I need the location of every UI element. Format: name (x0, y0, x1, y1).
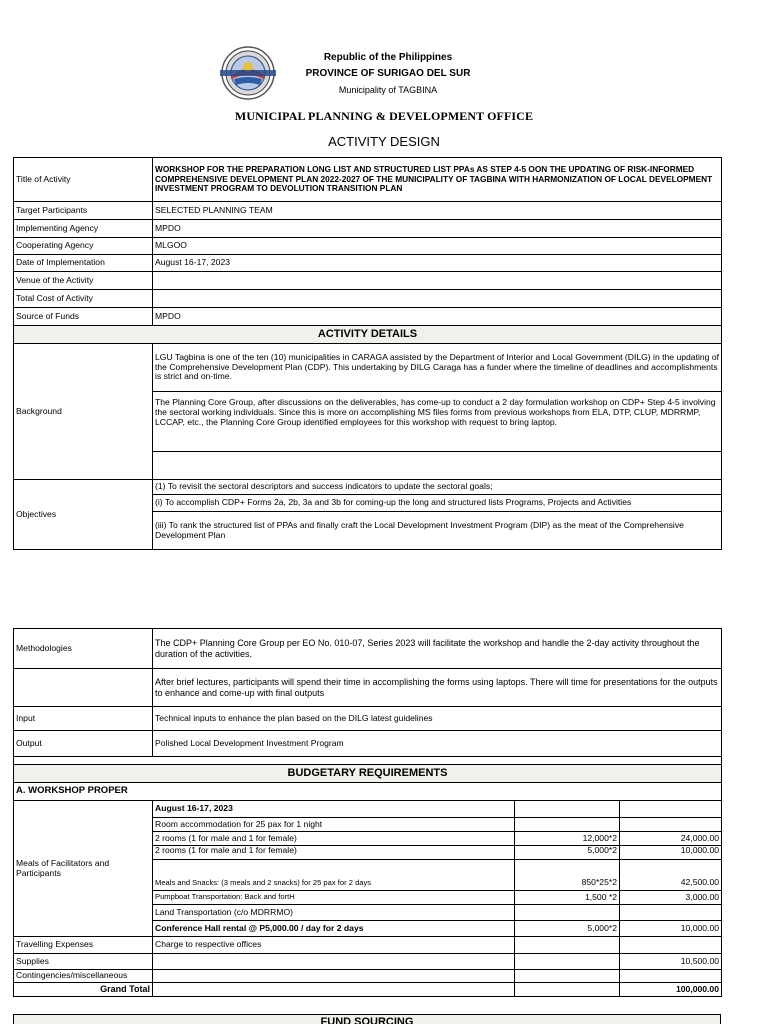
table-row (14, 707, 722, 731)
line-item-qty: 5,000*2 (515, 921, 620, 937)
travel-value: Charge to respective offices (153, 937, 515, 954)
activity-info-table (13, 157, 722, 550)
table-row (14, 202, 722, 220)
table-row (14, 937, 722, 954)
output-label: Output (14, 731, 153, 757)
date-label: Date of Implementation (14, 255, 153, 272)
qty-cell (515, 983, 620, 997)
methodologies-paragraph-1: The CDP+ Planning Core Group per EO No. 010-07, Series 2023 will facilitate the workshop and handle the 2-day activity throughout the duration of the activities. (153, 629, 722, 669)
amount-cell (620, 801, 722, 818)
document-header (0, 0, 768, 160)
table-row (14, 669, 722, 707)
table-row (14, 158, 722, 202)
line-item-amount: 3,000.00 (620, 891, 722, 905)
line-item-amount (620, 818, 722, 832)
venue-value (153, 272, 722, 290)
contingencies-label: Contingencies/miscellaneous (14, 970, 153, 983)
contingencies-desc (153, 970, 515, 983)
province-line: PROVINCE OF SURIGAO DEL SUR (305, 68, 471, 79)
activity-details-heading: ACTIVITY DETAILS (14, 326, 722, 344)
travel-label: Travelling Expenses (14, 937, 153, 954)
methodologies-label: Methodologies (14, 629, 153, 669)
line-item-qty: 5,000*2 (515, 846, 620, 860)
fund-sourcing-table (13, 1014, 721, 1024)
background-paragraph-2: The Planning Core Group, after discussions on the deliverables, has come-up to conduct a 2 day formulation workshop on CDP+ Step 4-5 involving the sectoral working individuals. Since this is more on accomplishing MS files forms from previous workshops from ELA, DTP, CLUP, MDRRMP, LCCAP, etc., the Planning Core Group identified employees for this workshop with request to bring laptop. (153, 392, 722, 452)
qty-cell (515, 801, 620, 818)
title-label: Title of Activity (14, 158, 153, 202)
cost-label: Total Cost of Activity (14, 290, 153, 308)
table-row (14, 272, 722, 290)
section-band (14, 1015, 721, 1024)
objective-1: (1) To revisit the sectoral descriptors and success indicators to update the sectoral goals; (153, 480, 722, 495)
table-row (14, 983, 722, 997)
line-item-qty: 12,000*2 (515, 832, 620, 846)
amount-cell (620, 937, 722, 954)
line-item-amount: 42,500.00 (620, 860, 722, 891)
table-row (14, 290, 722, 308)
grand-total-desc (153, 983, 515, 997)
line-item-amount: 10,000.00 (620, 846, 722, 860)
objective-3: (iii) To rank the structured list of PPAs and finally craft the Local Development Investment Program (DIP) as the meat of the Comprehensive Development Plan (153, 512, 722, 550)
venue-label: Venue of the Activity (14, 272, 153, 290)
background-paragraph-1: LGU Tagbina is one of the ten (10) municipalities in CARAGA assisted by the Department of Interior and Local Government (DILG) in the updating of the Comprehensive Development Plan (CDP). This undertaking by DILG Caraga has a funder where the timeline of deadlines and accomplishments is strict and on-time. (153, 344, 722, 392)
line-item-desc: Meals and Snacks: (3 meals and 2 snacks) for 25 pax for 2 days (153, 860, 515, 891)
grand-total-label: Grand Total (14, 983, 153, 997)
table-row (14, 783, 722, 801)
implementing-label: Implementing Agency (14, 220, 153, 238)
grand-total-amount: 100,000.00 (620, 983, 722, 997)
output-value: Polished Local Development Investment Program (153, 731, 722, 757)
line-item-desc: 2 rooms (1 for male and 1 for female) (153, 832, 515, 846)
objectives-label: Objectives (14, 480, 153, 550)
workshop-proper-heading: A. WORKSHOP PROPER (14, 783, 722, 801)
implementing-value: MPDO (153, 220, 722, 238)
spacer-row (14, 757, 722, 765)
source-label: Source of Funds (14, 308, 153, 326)
meals-label: Meals of Facilitators and Participants (14, 801, 153, 937)
table-row (14, 629, 722, 669)
cooperating-label: Cooperating Agency (14, 238, 153, 255)
amount-cell (620, 970, 722, 983)
qty-cell (515, 954, 620, 970)
budget-date-header: August 16-17, 2023 (153, 801, 515, 818)
line-item-desc: 2 rooms (1 for male and 1 for female) (153, 846, 515, 860)
line-item-qty: 1,500 *2 (515, 891, 620, 905)
line-item-desc: Room accommodation for 25 pax for 1 night (153, 818, 515, 832)
background-empty (153, 452, 722, 480)
line-item-qty: 850*25*2 (515, 860, 620, 891)
fund-sourcing-heading: FUND SOURCING (14, 1015, 721, 1024)
budget-heading: BUDGETARY REQUIREMENTS (14, 765, 722, 783)
supplies-label: Supplies (14, 954, 153, 970)
target-value: SELECTED PLANNING TEAM (153, 202, 722, 220)
background-label: Background (14, 344, 153, 480)
line-item-amount (620, 905, 722, 921)
line-item-desc: Conference Hall rental @ P5,000.00 / day for 2 days (153, 921, 515, 937)
title-value: WORKSHOP FOR THE PREPARATION LONG LIST AND STRUCTURED LIST PPAs AS STEP 4-5 OON THE UPDATING OF RISK-INFORMED COMPREHENSIVE DEVELOPMENT PLAN 2022-2027 OF THE MUNICIPALITY OF TAGBINA WITH HARMONIZATION OF LOCAL DEVELOPMENT INVESTMENT PROGRAM TO DEVOLUTION TRANSITION PLAN (153, 158, 722, 202)
line-item-qty (515, 905, 620, 921)
budget-table (13, 628, 722, 997)
methodologies-label-empty (14, 669, 153, 707)
qty-cell (515, 970, 620, 983)
target-label: Target Participants (14, 202, 153, 220)
line-item-amount: 10,000.00 (620, 921, 722, 937)
qty-cell (515, 937, 620, 954)
table-row (14, 344, 722, 392)
source-value: MPDO (153, 308, 722, 326)
cooperating-value: MLGOO (153, 238, 722, 255)
document-title: ACTIVITY DESIGN (328, 134, 440, 149)
table-row (14, 480, 722, 495)
date-value: August 16-17, 2023 (153, 255, 722, 272)
supplies-desc (153, 954, 515, 970)
cost-value (153, 290, 722, 308)
republic-line: Republic of the Philippines (323, 52, 453, 63)
line-item-desc: Pumpboat Transportation: Back and fortH (153, 891, 515, 905)
input-value: Technical inputs to enhance the plan based on the DILG latest guidelines (153, 707, 722, 731)
table-row (14, 255, 722, 272)
section-band (14, 326, 722, 344)
table-row (14, 757, 722, 765)
line-item-desc: Land Transportation (c/o MDRRMO) (153, 905, 515, 921)
table-row (14, 970, 722, 983)
table-row (14, 238, 722, 255)
table-row (14, 954, 722, 970)
office-name: MUNICIPAL PLANNING & DEVELOPMENT OFFICE (234, 109, 534, 123)
objective-2: (i) To accomplish CDP+ Forms 2a, 2b, 3a and 3b for coming-up the long and structured lists Programs, Projects and Activities (153, 495, 722, 512)
input-label: Input (14, 707, 153, 731)
supplies-amount: 10,500.00 (620, 954, 722, 970)
table-row (14, 801, 722, 818)
table-row (14, 731, 722, 757)
section-band (14, 765, 722, 783)
line-item-amount: 24,000.00 (620, 832, 722, 846)
municipality-line: Municipality of TAGBINA (338, 85, 438, 95)
table-row (14, 308, 722, 326)
methodologies-paragraph-2: After brief lectures, participants will spend their time in accomplishing the forms using laptops. There will time for presentations for the outputs to enhance and come-up with final outputs (153, 669, 722, 707)
table-row (14, 220, 722, 238)
line-item-qty (515, 818, 620, 832)
